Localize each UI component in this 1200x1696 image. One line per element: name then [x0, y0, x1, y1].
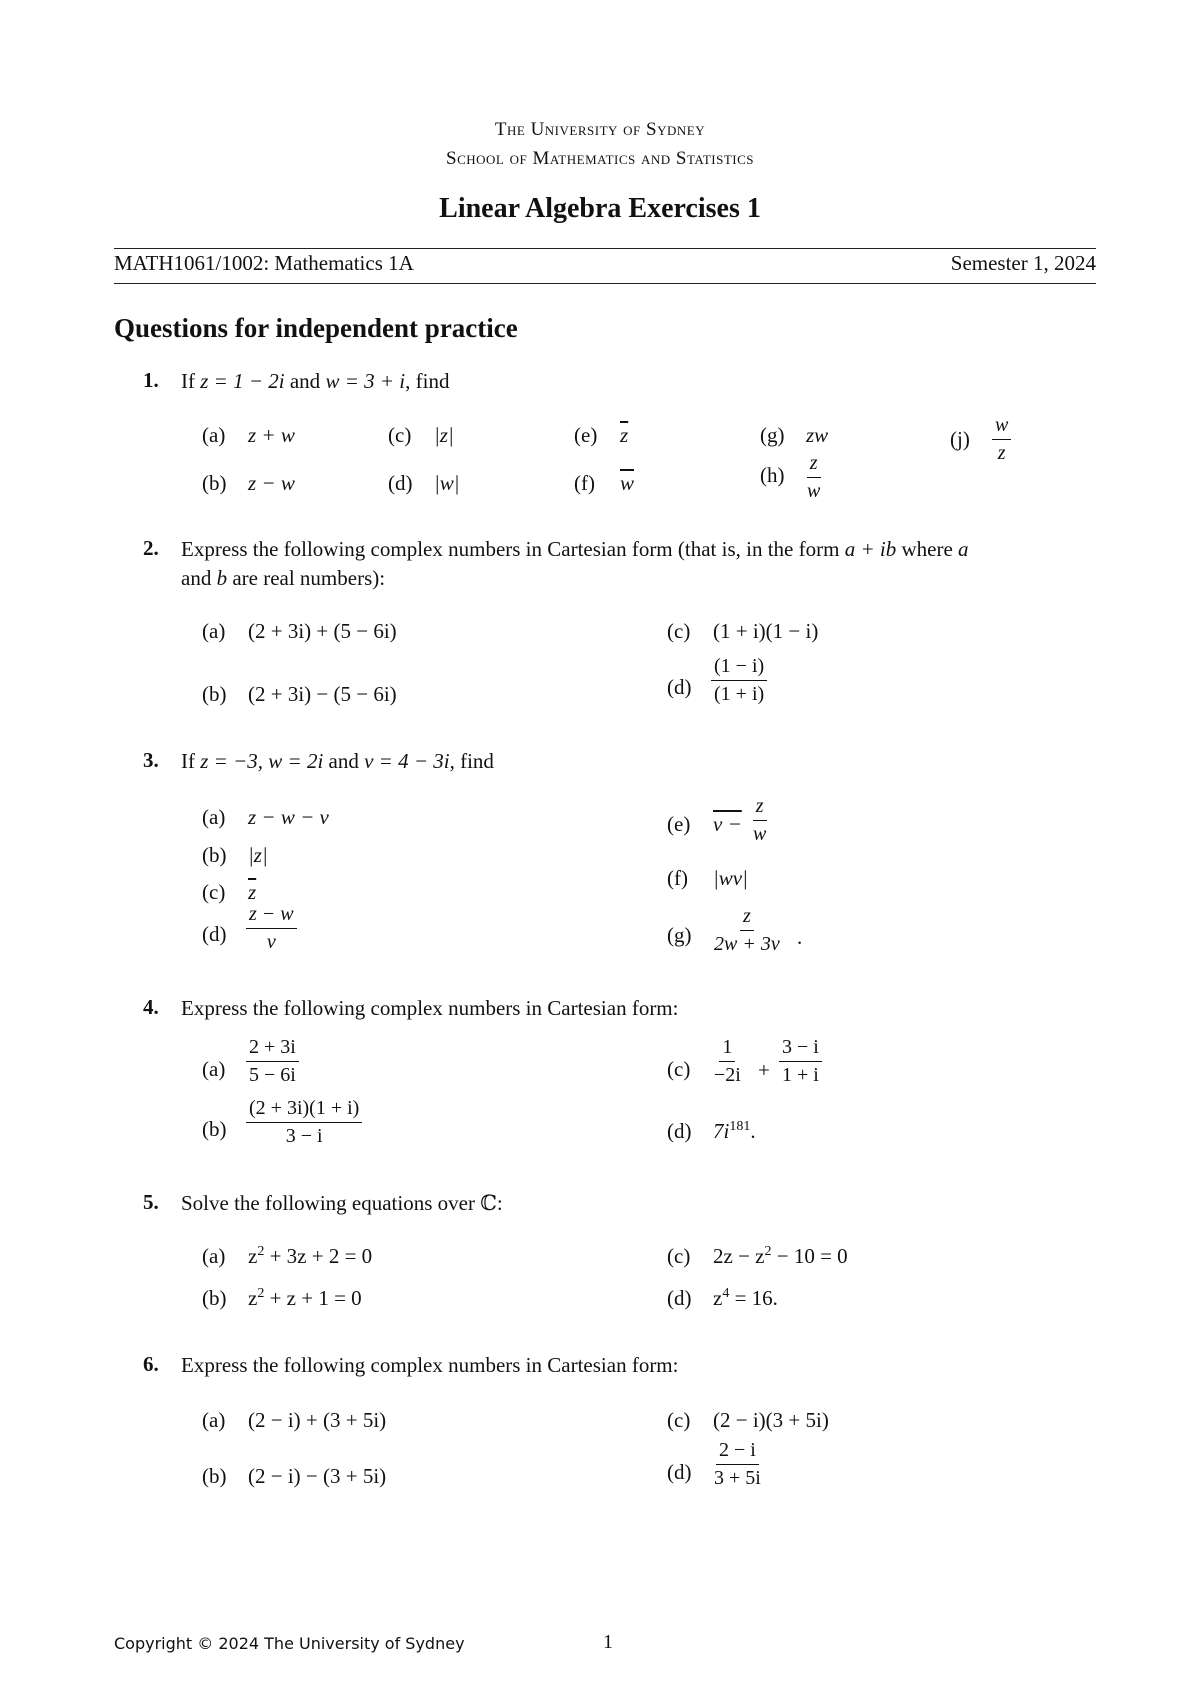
item-expr: |z|	[434, 423, 454, 447]
item-expr: |z|	[248, 843, 268, 867]
item-label: (a)	[202, 1408, 226, 1432]
question-1-text: If z = 1 − 2i and w = 3 + i, find	[181, 369, 450, 393]
item-label: (c)	[667, 619, 691, 643]
item-expr: (2 − i) + (3 + 5i)	[248, 1408, 387, 1432]
item-expr: $7i^{181}$.	[713, 1119, 756, 1143]
item-expr: (2 − i)(3 + 5i)	[713, 1408, 829, 1432]
university-name: The University of Sydney	[494, 119, 706, 140]
item-expr: $z^4 = 16$.	[713, 1286, 778, 1310]
item-label: (d)	[388, 471, 413, 495]
document-title: Linear Algebra Exercises 1	[439, 193, 761, 224]
item-label: (e)	[574, 423, 598, 447]
item-label: (e)	[667, 812, 691, 836]
item-expr: (1 + i)(1 − i)	[713, 619, 819, 643]
item-expr: z + w	[248, 423, 295, 447]
item-fraction: $\frac{2 + 3i}{5 - 6i}$	[246, 1036, 299, 1087]
question-number: 6.	[143, 1352, 159, 1376]
item-expr: (2 + 3i) − (5 − 6i)	[248, 682, 397, 706]
item-label: (a)	[202, 1244, 226, 1268]
question-6-text: Express the following complex numbers in Cartesian form:	[181, 1353, 679, 1377]
item-label: (d)	[202, 922, 227, 946]
semester: Semester 1, 2024	[950, 251, 1096, 275]
question-number: 2.	[143, 536, 159, 560]
item-expr: $\overline{z}$	[620, 423, 629, 447]
item-label: (c)	[667, 1057, 691, 1081]
item-label: (a)	[202, 423, 226, 447]
item-expr: z − w	[248, 471, 295, 495]
item-expr: |w|	[434, 471, 460, 495]
item-label: (a)	[202, 619, 226, 643]
item-label: (a)	[202, 805, 226, 829]
item-fraction: $\frac{z}{w}$	[807, 452, 821, 502]
question-number: 1.	[143, 368, 159, 392]
item-label: (c)	[667, 1408, 691, 1432]
item-expr: (2 − i) − (3 + 5i)	[248, 1464, 387, 1488]
item-label: (c)	[667, 1244, 691, 1268]
section-title: Questions for independent practice	[114, 313, 518, 343]
question-2-text: Express the following complex numbers in Cartesian form (that is, in the form a + ib where a and b are real numbers):	[181, 537, 969, 590]
item-label: (f)	[574, 471, 595, 495]
item-expr: $\overline{w}$	[620, 471, 635, 495]
item-label: (d)	[667, 1460, 692, 1484]
rule-top	[114, 248, 1096, 249]
item-expr: $z^2 + z + 1 = 0$	[248, 1286, 362, 1310]
item-expr: $z^2 + 3z + 2 = 0$	[248, 1244, 373, 1268]
item-label: (b)	[202, 843, 227, 867]
question-5-text: Solve the following equations over ℂ:	[181, 1191, 503, 1215]
item-label: (d)	[667, 675, 692, 699]
question-number: 4.	[143, 995, 159, 1019]
item-label: (d)	[667, 1119, 692, 1143]
item-label: (c)	[202, 880, 226, 904]
item-label: (c)	[388, 423, 412, 447]
item-fraction: $\frac{2 - i}{3 + 5i}$	[714, 1439, 761, 1489]
item-fraction: $\frac{z - w}{v}$	[246, 903, 297, 954]
item-label: (g)	[760, 423, 785, 447]
item-expr: $\overline{z}$	[248, 880, 257, 904]
page-number: 1	[603, 1631, 613, 1653]
course-code: MATH1061/1002: Mathematics 1A	[114, 251, 414, 275]
item-expr: zw	[806, 423, 829, 447]
question-number: 3.	[143, 748, 159, 772]
item-period: .	[797, 925, 803, 949]
item-expr: $2z - z^2 - 10 = 0$	[713, 1244, 848, 1268]
item-expr: v −	[713, 812, 742, 836]
item-label: (b)	[202, 1117, 227, 1141]
item-fraction: $\frac{(2 + 3i)(1 + i)}{3 - i}$	[246, 1097, 362, 1148]
item-label: (b)	[202, 1464, 227, 1488]
item-expr: z − w − v	[248, 805, 329, 829]
item-expr: (2 + 3i) + (5 − 6i)	[248, 619, 397, 643]
school-name: School of Mathematics and Statistics	[446, 148, 754, 169]
rule-bottom	[114, 283, 1096, 284]
item-fraction: $\frac{w}{z}$	[992, 414, 1011, 465]
item-label: (h)	[760, 463, 785, 487]
item-label: (f)	[667, 866, 688, 890]
item-label: (a)	[202, 1057, 226, 1081]
item-label: (j)	[950, 427, 970, 451]
item-expr: |wv|	[713, 866, 748, 890]
item-fraction: $\frac{z}{2w + 3v}$	[714, 905, 780, 955]
item-label: (b)	[202, 682, 227, 706]
copyright: Copyright © 2024 The University of Sydney	[114, 1634, 465, 1653]
item-label: (b)	[202, 471, 227, 495]
item-plus: +	[758, 1058, 770, 1082]
item-fraction: $\frac{3 - i}{1 + i}$	[779, 1036, 822, 1087]
question-number: 5.	[143, 1190, 159, 1214]
item-label: (d)	[667, 1286, 692, 1310]
question-3-text: If z = −3, w = 2i and v = 4 − 3i, find	[181, 749, 494, 773]
question-4-text: Express the following complex numbers in Cartesian form:	[181, 996, 679, 1020]
item-fraction: $\frac{z}{w}$	[753, 795, 767, 845]
item-label: (g)	[667, 923, 692, 947]
item-label: (b)	[202, 1286, 227, 1310]
item-fraction: $\frac{1}{-2i}$	[714, 1036, 741, 1086]
item-fraction: $\frac{(1 - i)}{(1 + i)}$	[711, 655, 767, 706]
